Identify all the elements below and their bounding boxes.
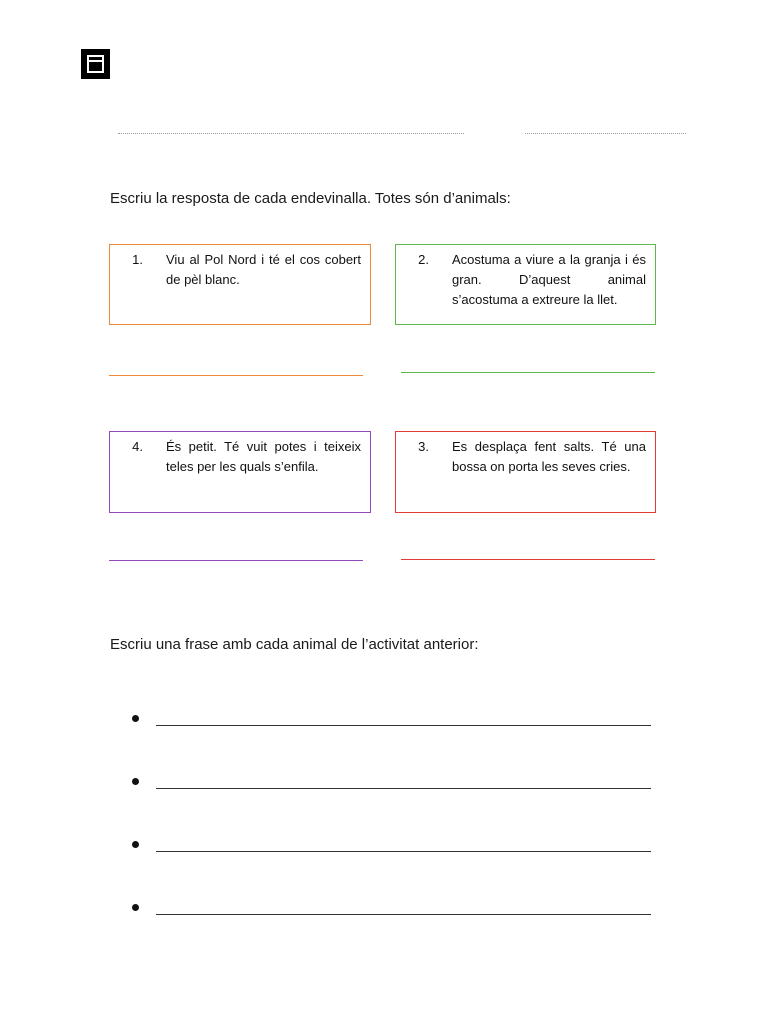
answer-line-3[interactable] <box>401 559 655 560</box>
riddle-number: 4. <box>132 439 143 454</box>
sentence-item-2 <box>132 773 652 836</box>
sentence-list <box>132 710 652 962</box>
sentence-item-4 <box>132 899 652 962</box>
activity1-instruction: Escriu la resposta de cada endevinalla. Totes són d’animals: <box>110 190 511 207</box>
riddle-box-4 <box>109 431 371 513</box>
riddle-text: Es desplaça fent salts. Té una bossa on porta les seves cries. <box>452 439 646 474</box>
book-logo-icon <box>81 49 110 79</box>
answer-line-2[interactable] <box>401 372 655 373</box>
riddle-box-1 <box>109 244 371 325</box>
answer-line-1[interactable] <box>109 375 363 376</box>
riddle-number: 2. <box>418 252 429 267</box>
riddle-text: És petit. Té vuit potes i teixeix teles per les quals s’enfila. <box>166 439 361 474</box>
sentence-item-1 <box>132 710 652 773</box>
bullet-icon <box>132 715 139 722</box>
riddle-number: 3. <box>418 439 429 454</box>
riddle-text: Viu al Pol Nord i té el cos cobert de pèl blanc. <box>166 252 361 287</box>
bullet-icon <box>132 778 139 785</box>
sentence-blank-line[interactable] <box>156 788 651 789</box>
name-field-line[interactable] <box>118 133 464 134</box>
sentence-blank-line[interactable] <box>156 725 651 726</box>
sentence-blank-line[interactable] <box>156 851 651 852</box>
riddle-box-2 <box>395 244 656 325</box>
riddle-number: 1. <box>132 252 143 267</box>
date-field-line[interactable] <box>525 133 686 134</box>
sentence-blank-line[interactable] <box>156 914 651 915</box>
riddle-text: Acostuma a viure a la granja i és gran. D’aquest animal s’acostuma a extreure la llet. <box>452 252 646 307</box>
sentence-item-3 <box>132 836 652 899</box>
answer-line-4[interactable] <box>109 560 363 561</box>
riddle-box-3 <box>395 431 656 513</box>
book-logo-inner <box>87 55 104 73</box>
activity2-instruction: Escriu una frase amb cada animal de l’activitat anterior: <box>110 636 479 653</box>
bullet-icon <box>132 841 139 848</box>
bullet-icon <box>132 904 139 911</box>
